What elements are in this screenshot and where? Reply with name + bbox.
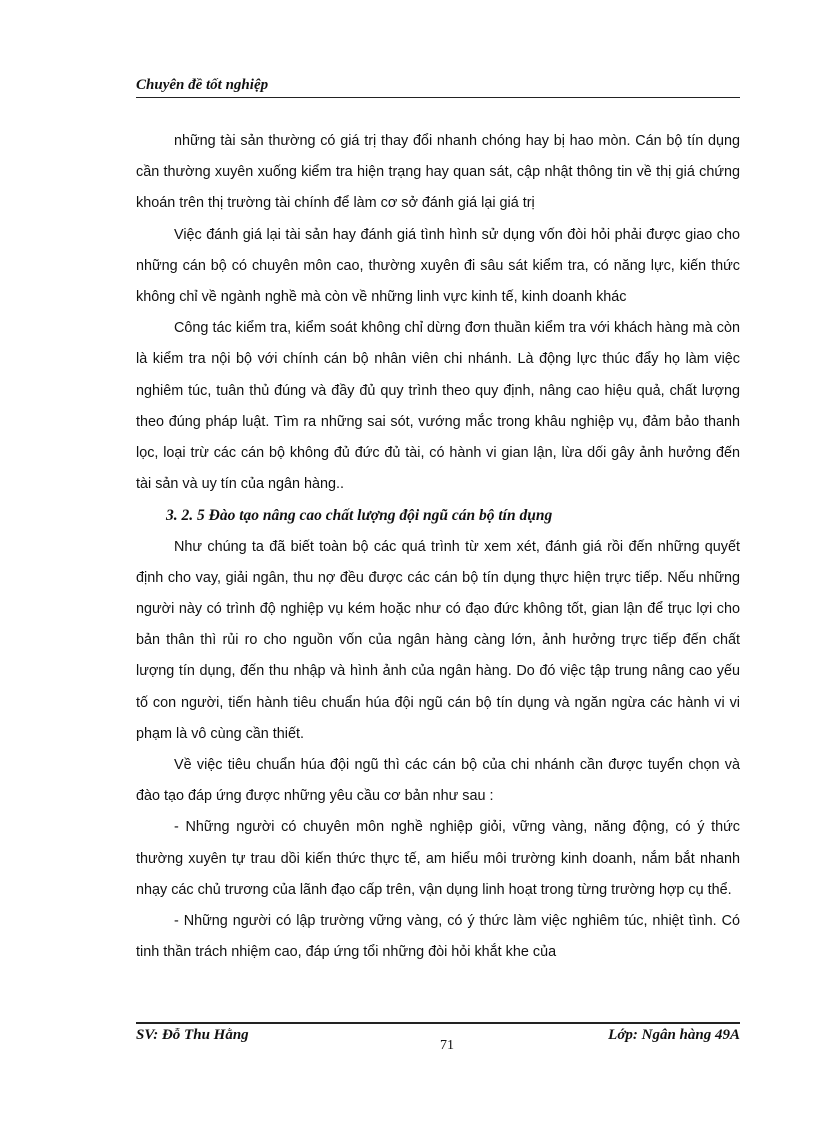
- header-divider: [136, 97, 740, 98]
- paragraph: Công tác kiểm tra, kiểm soát không chỉ dừng đơn thuần kiểm tra với khách hàng mà còn là kiểm tra nội bộ với chính cán bộ nhân viên chi nhánh. Là động lực thúc đẩy họ làm việc nghiêm túc, tuân thủ đúng và đầy đủ quy trình theo quy định, nâng cao hiệu quả, chất lượng theo đúng pháp luật. Tìm ra những sai sót, vướng mắc trong khâu nghiệp vụ, đảm bảo thanh lọc, loại trừ các cán bộ không đủ đức đủ tài, có hành vi gian lận, lừa dối gây ảnh hưởng đến tài sản và uy tín của ngân hàng..: [136, 320, 740, 493]
- section-heading: 3. 2. 5 Đào tạo nâng cao chất lượng đội ngũ cán bộ tín dụng: [166, 507, 553, 525]
- page-number: 71: [440, 1038, 454, 1053]
- paragraph: Về việc tiêu chuẩn húa đội ngũ thì các cán bộ của chi nhánh cần được tuyển chọn và đào tạo đáp ứng được những yêu cầu cơ bản như sau :: [136, 757, 740, 805]
- paragraph: Như chúng ta đã biết toàn bộ các quá trình từ xem xét, đánh giá rồi đến những quyết định cho vay, giải ngân, thu nợ đều được các cán bộ tín dụng thực hiện trực tiếp. Nếu những người này có trình độ nghiệp vụ kém hoặc như có đạo đức không tốt, gian lận để trục lợi cho bản thân thì rủi ro cho nguồn vốn của ngân hàng càng lớn, ảnh hưởng trực tiếp đến chất lượng tín dụng, đến thu nhập và hình ảnh của ngân hàng. Do đó việc tập trung nâng cao yếu tố con người, tiến hành tiêu chuẩn húa đội ngũ cán bộ tín dụng và ngăn ngừa các hành vi vi phạm là vô cùng cần thiết.: [136, 538, 740, 742]
- paragraph: những tài sản thường có giá trị thay đổi nhanh chóng hay bị hao mòn. Cán bộ tín dụng cần thường xuyên xuống kiểm tra hiện trạng hay quan sát, cập nhật thông tin về thị giá chứng khoán trên thị trường tài chính để làm cơ sở đánh giá lại giá trị: [136, 133, 740, 212]
- bullet-item: - Những người có chuyên môn nghề nghiệp giỏi, vững vàng, năng động, có ý thức thường xuyên tự trau dồi kiến thức thực tế, am hiểu môi trường kinh doanh, nắm bắt nhanh nhạy các chủ trương của lãnh đạo cấp trên, vận dụng linh hoạt trong từng trường hợp cụ thể.: [136, 819, 740, 898]
- class-label: Lớp: Ngân hàng 49A: [608, 1027, 740, 1043]
- bullet-item: - Những người có lập trường vững vàng, có ý thức làm việc nghiêm túc, nhiệt tình. Có tinh thần trách nhiệm cao, đáp ứng tổi những đòi hỏi khắt khe của: [136, 913, 740, 961]
- page-content: [136, 126, 740, 968]
- document-title: Chuyên đề tốt nghiệp: [136, 77, 269, 93]
- footer-divider: [136, 1022, 740, 1024]
- paragraph: Việc đánh giá lại tài sản hay đánh giá tình hình sử dụng vốn đòi hỏi phải được giao cho những cán bộ có chuyên môn cao, thường xuyên đi sâu sát kiểm tra, có năng lực, kiến thức không chỉ về ngành nghề mà còn về những linh vực kinh tế, kinh doanh khác: [136, 226, 740, 306]
- page-footer: [136, 1022, 740, 1062]
- page-header: [136, 74, 740, 98]
- student-name: SV: Đỗ Thu Hằng: [136, 1027, 249, 1043]
